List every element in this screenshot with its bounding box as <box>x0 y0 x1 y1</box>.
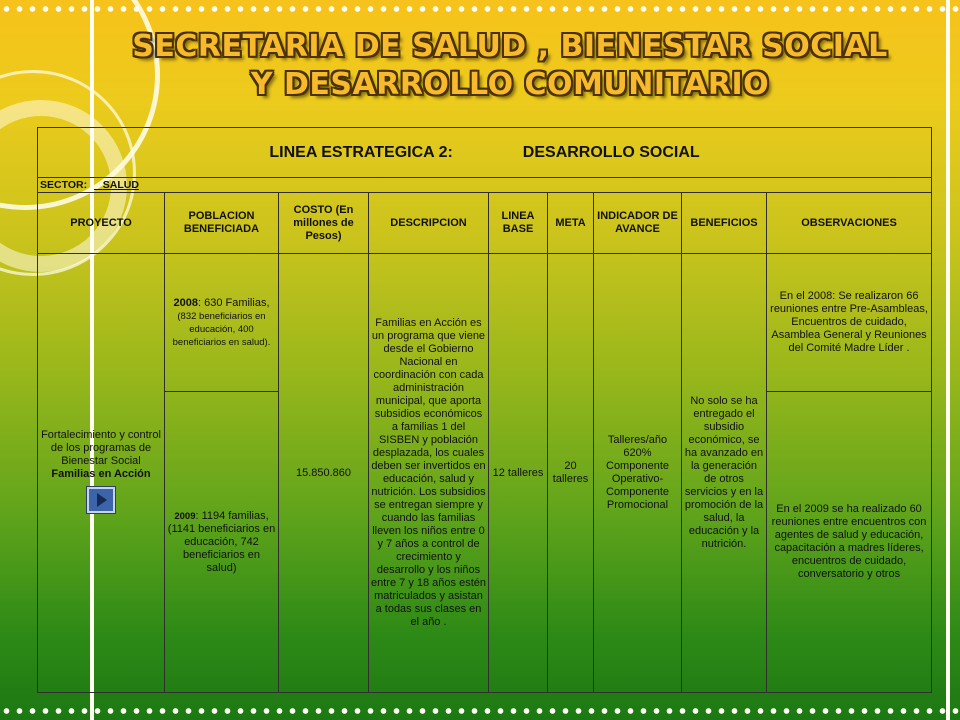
header-observaciones: OBSERVACIONES <box>767 193 932 254</box>
header-meta: META <box>548 193 594 254</box>
cell-descripcion: Familias en Acción es un programa que viene desde el Gobierno Nacional en coordinación con cada administración municipal, que aporta subsidios económicos a familias 1 del SISBEN y población desplazada, los cuales deben ser invertidos en educación, salud y nutrición. Los subsidios se entregan siempre y cuando las familias lleven los niños entre 0 y 7 años a control de crecimiento y desarrollo y los niños entre 7 y 18 años estén matriculados y asistan a todas sus clases en el año . <box>369 254 489 693</box>
strategy-table <box>37 127 932 693</box>
cell-proyecto <box>38 254 165 693</box>
linea-estrategica-row <box>38 128 932 178</box>
header-indicador: INDICADOR DE AVANCE <box>594 193 682 254</box>
title-line-2: Y DESARROLLO COMUNITARIO <box>250 67 770 102</box>
poblacion-2009-text: : 1194 familias, (1141 beneficiarios en educación, 742 beneficiarios en salud) <box>167 509 276 574</box>
decorative-dots <box>0 4 960 14</box>
header-beneficios: BENEFICIOS <box>682 193 767 254</box>
poblacion-2008-year: 2008 <box>173 296 198 309</box>
decorative-dots <box>0 706 960 716</box>
poblacion-2009-year: 2009 <box>174 510 196 522</box>
poblacion-2008-detail: (832 beneficiarios en educación, 400 beneficiarios en salud). <box>172 310 271 348</box>
cell-linea-base: 12 talleres <box>489 254 548 693</box>
header-proyecto: PROYECTO <box>38 193 165 254</box>
play-icon[interactable] <box>87 487 115 513</box>
cell-costo: 15.850.860 <box>279 254 369 693</box>
cell-beneficios: No solo se ha entregado el subsidio económico, se ha avanzado en la generación de otros servicios y en la promoción de la salud, la educación y la nutrición. <box>682 254 767 693</box>
title-line-1: SECRETARIA DE SALUD , BIENESTAR SOCIAL <box>132 29 888 64</box>
proyecto-program: Familias en Acción <box>51 468 151 480</box>
cell-poblacion-2008 <box>165 254 279 392</box>
cell-observaciones-2008: En el 2008: Se realizaron 66 reuniones entre Pre-Asambleas, Encuentros de cuidado, Asamblea General y Reuniones del Comité Madre Líder . <box>767 254 932 392</box>
header-row <box>38 193 932 254</box>
linea-value: DESARROLLO SOCIAL <box>522 144 700 161</box>
proyecto-text: Fortalecimiento y control de los programas de Bienestar Social <box>41 429 161 467</box>
header-descripcion: DESCRIPCION <box>369 193 489 254</box>
sector-row <box>38 178 932 193</box>
cell-meta: 20 talleres <box>548 254 594 693</box>
cell-observaciones-2009: En el 2009 se ha realizado 60 reuniones entre encuentros con agentes de salud y educación, capacitación a madres líderes, encuentros de cuidado, conversatorio y otros <box>767 392 932 693</box>
cell-poblacion-2009 <box>165 392 279 693</box>
header-costo: COSTO (En millones de Pesos) <box>279 193 369 254</box>
header-linea-base: LINEA BASE <box>489 193 548 254</box>
slide-title <box>100 28 920 104</box>
decorative-line <box>946 0 950 720</box>
header-poblacion: POBLACION BENEFICIADA <box>165 193 279 254</box>
cell-indicador: Talleres/año 620% Componente Operativo- Componente Promocional <box>594 254 682 693</box>
poblacion-2008-main: : 630 Familias, <box>197 296 270 309</box>
linea-label: LINEA ESTRATEGICA 2: <box>269 144 453 161</box>
sector-value: SALUD <box>102 178 139 191</box>
sector-label: SECTOR: <box>40 178 88 191</box>
